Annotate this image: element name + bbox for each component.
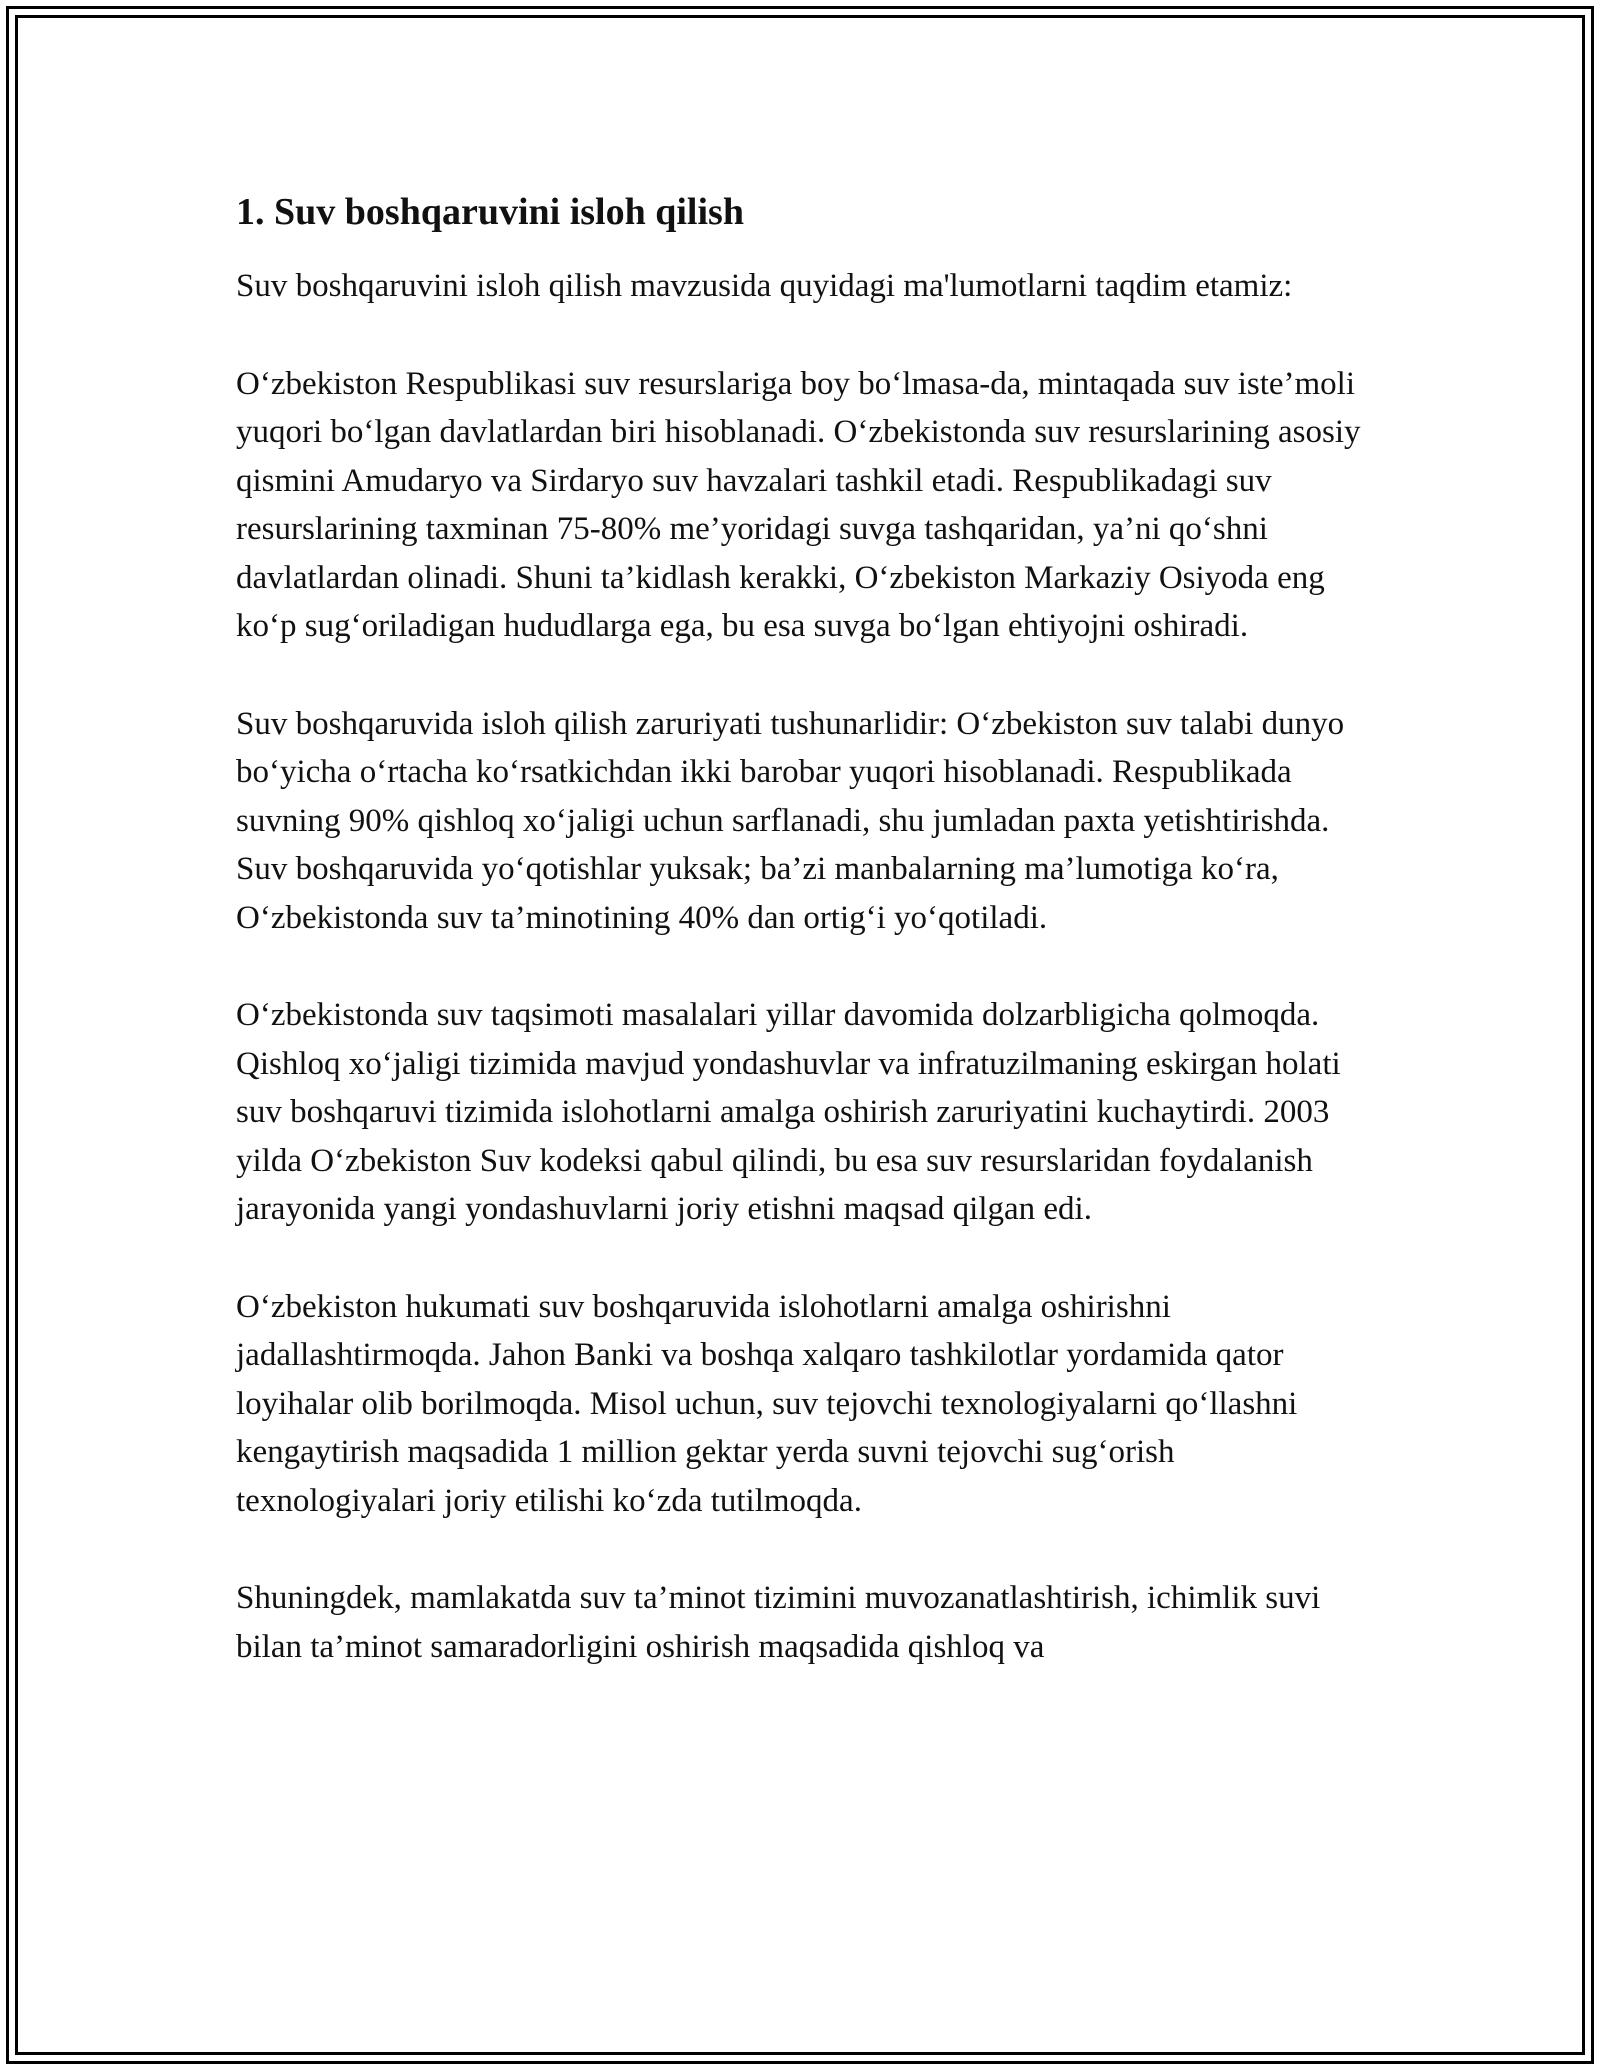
paragraph-reform-necessity: Suv boshqaruvida isloh qilish zaruriyati tushunarlidir: O‘zbekiston suv talabi dunyo bo‘yicha o‘rtacha ko‘rsatkichdan ikki barobar yuqori hisoblanadi. Respublikada suvning 90% qishloq xo‘jaligi uchun sarflanadi, shu jumladan paxta yetishtirishda. Suv boshqaruvida yo‘qotishlar yuksak; ba’zi manbalarning ma’lumotiga ko‘ra, O‘zbekistonda suv ta’minotining 40% dan ortig‘i yo‘qotiladi. (236, 705, 1345, 936)
paragraph-additional-measures: Shuningdek, mamlakatda suv ta’minot tizimini muvozanatlashtirish, ichimlik suvi bilan ta’minot samaradorligini oshirish maqsadida qishloq va (236, 1580, 1321, 1665)
paragraph-water-distribution: O‘zbekistonda suv taqsimoti masalalari yillar davomida dolzarbligicha qolmoqda. Qishloq xo‘jaligi tizimida mavjud yondashuvlar va infratuzilmaning eskirgan holati suv boshqaruvi tizimida islohotlarni amalga oshirish zaruriyatini kuchaytirdi. 2003 yilda O‘zbekiston Suv kodeksi qabul qilindi, bu esa suv resurslaridan foydalanish jarayonida yangi yondashuvlarni joriy etishni maqsad qilgan edi. (236, 997, 1341, 1227)
document-body (236, 188, 1376, 1720)
paragraph-intro: Suv boshqaruvini isloh qilish mavzusida quyidagi ma'lumotlarni taqdim etamiz: (236, 268, 1293, 304)
section-heading: 1. Suv boshqaruvini isloh qilish (236, 191, 744, 233)
paragraph-government-reforms: O‘zbekiston hukumati suv boshqaruvida islohotlarni amalga oshirishni jadallashtirmoqda. Jahon Banki va boshqa xalqaro tashkilotlar yordamida qator loyihalar olib borilmoqda. Misol uchun, suv tejovchi texnologiyalarni qo‘llashni kengaytirish maqsadida 1 million gektar yerda suvni tejovchi sug‘orish texnologiyalari joriy etilishi ko‘zda tutilmoqda. (236, 1288, 1298, 1519)
paragraph-water-resources: O‘zbekiston Respublikasi suv resurslariga boy bo‘lmasa-da, mintaqada suv iste’moli yuqori bo‘lgan davlatlardan biri hisoblanadi. O‘zbekistonda suv resurslarining asosiy qismini Amudaryo va Sirdaryo suv havzalari tashkil etadi. Respublikadagi suv resurslarining taxminan 75-80% me’yoridagi suvga tashqaridan, ya’ni qo‘shni davlatlardan olinadi. Shuni ta’kidlash kerakki, O‘zbekiston Markaziy Osiyoda eng ko‘p sug‘oriladigan hududlarga ega, bu esa suvga bo‘lgan ehtiyojni oshiradi. (236, 365, 1361, 644)
